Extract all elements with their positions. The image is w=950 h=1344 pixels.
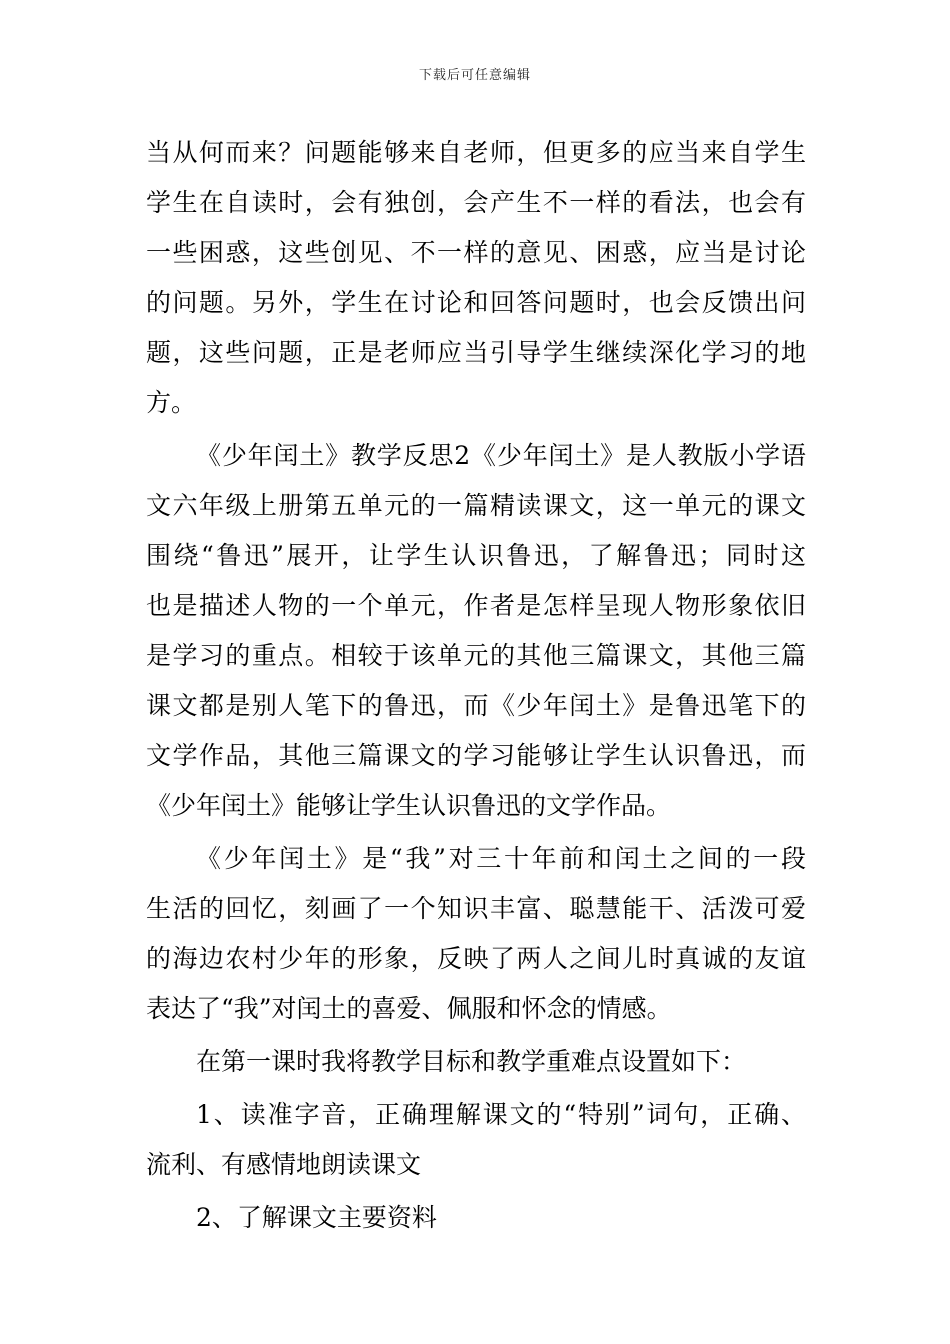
text-line: 1、读准字音，正确理解课文的“特别”词句，正确、 — [196, 1100, 806, 1129]
text-line: 生活的回忆，刻画了一个知识丰富、聪慧能干、活泼可爱 — [146, 894, 806, 923]
text-line: 是学习的重点。相较于该单元的其他三篇课文，其他三篇 — [146, 641, 806, 670]
text-line: 的海边农村少年的形象，反映了两人之间儿时真诚的友谊 — [146, 944, 806, 973]
paragraph — [146, 1193, 806, 1243]
paragraph — [146, 431, 806, 831]
paragraph — [146, 128, 806, 428]
text-line: 流利、有感情地朗读课文 — [146, 1150, 422, 1179]
paragraph — [146, 834, 806, 1034]
text-line: 表达了“我”对闰土的喜爱、佩服和怀念的情感。 — [146, 994, 672, 1023]
text-line: 《少年闰土》教学反思2《少年闰土》是人教版小学语 — [196, 441, 806, 470]
text-line: 在第一课时我将教学目标和教学重难点设置如下： — [196, 1047, 747, 1076]
text-line: 也是描述人物的一个单元，作者是怎样呈现人物形象依旧 — [146, 591, 806, 620]
paragraph — [146, 1037, 806, 1087]
text-line: 方。 — [146, 388, 197, 417]
text-line: 文六年级上册第五单元的一篇精读课文，这一单元的课文 — [146, 491, 806, 520]
paragraph — [146, 1090, 806, 1190]
page-header-note: 下载后可任意编辑 — [418, 68, 531, 83]
text-line: 《少年闰土》能够让学生认识鲁迅的文学作品。 — [146, 791, 672, 820]
document-body — [146, 128, 806, 1243]
text-line: 《少年闰土》是“我”对三十年前和闰土之间的一段 — [196, 844, 806, 873]
text-line: 围绕“鲁迅”展开，让学生认识鲁迅，了解鲁迅；同时这 — [146, 541, 806, 570]
text-line: 的问题。另外，学生在讨论和回答问题时，也会反馈出问 — [146, 288, 806, 317]
text-line: 题，这些问题，正是老师应当引导学生继续深化学习的地 — [146, 338, 806, 367]
text-line: 课文都是别人笔下的鲁迅，而《少年闰土》是鲁迅笔下的 — [146, 691, 806, 720]
text-line: 文学作品，其他三篇课文的学习能够让学生认识鲁迅，而 — [146, 741, 806, 770]
text-line: 学生在自读时，会有独创，会产生不一样的看法，也会有 — [146, 188, 806, 217]
text-line: 2、了解课文主要资料 — [196, 1203, 437, 1232]
text-line: 一些困惑，这些创见、不一样的意见、困惑，应当是讨论 — [146, 238, 806, 267]
text-line: 当从何而来？问题能够来自老师，但更多的应当来自学生 — [146, 138, 806, 167]
